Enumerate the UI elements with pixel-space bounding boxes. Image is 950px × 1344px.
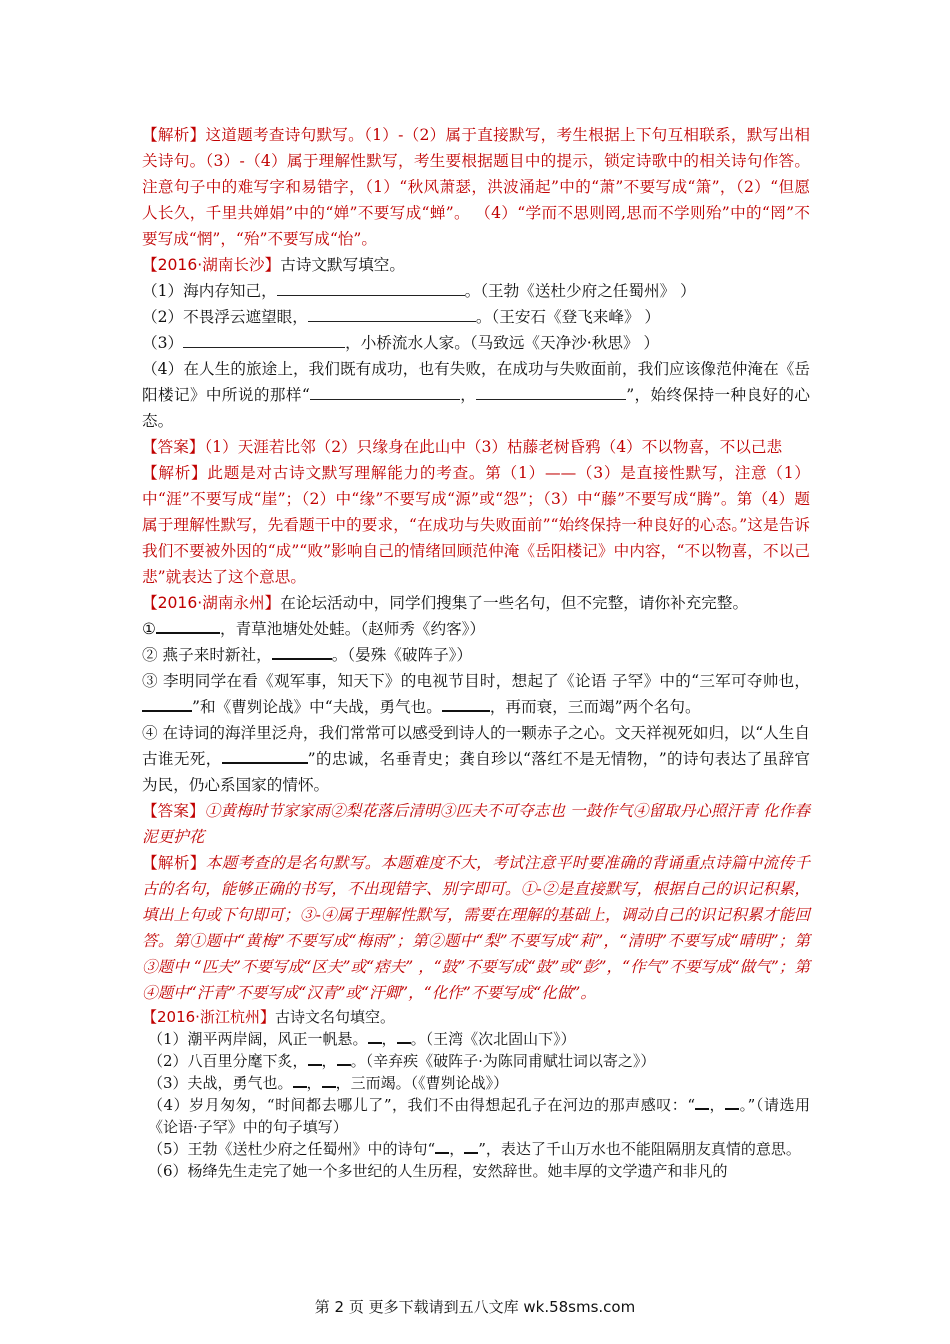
answer-blank [464, 1140, 478, 1154]
yongzhou-q2 [142, 642, 810, 668]
answer-text: ①黄梅时节家家雨②梨花落后清明③匹夫不可夺志也 一鼓作气④留取丹心照汗青 化作春泥更护花 [142, 802, 810, 846]
hangzhou-q5 [142, 1138, 810, 1160]
hangzhou-q4 [142, 1094, 810, 1138]
page-content [142, 122, 810, 1182]
q3-text-middle: ”和《曹刿论战》中“夫战，勇气也。 [192, 698, 442, 716]
q1-text-end: 。（王勃《送杜少府之任蜀州》 ） [464, 282, 696, 300]
hangzhou-q1 [142, 1028, 810, 1050]
q1-text-end: 。（王湾《次北固山下》） [410, 1030, 576, 1048]
analysis-tag: 【解析】 [142, 854, 206, 872]
changsha-q2 [142, 304, 810, 330]
analysis-text: 本题考查的是名句默写。本题难度不大，考试注意平时要准确的背诵重点诗篇中流传千古的名句，能够正确的书写，不出现错字、别字即可。①-②是直接默写，根据自己的识记积累，填出上句或下句即可；③-④属于理解性默写，需要在理解的基础上，调动自己的识记积累才能回答。第①题中“黄梅”不要写成“梅雨”；第②题中“梨”不要写成“莉”，“清明”不要写成“晴明”；第③题中 “匹夫”不要写成“区夫”或“痞夫” ，“鼓”不要写成“鼓”或“彭”，“作气”不要写成“做气”；第④题中“汗青”不要写成“汉青”或“汗卿”，“化作”不要写成“化做”。 [142, 854, 810, 1002]
hangzhou-q6 [142, 1160, 810, 1182]
question-prompt: 古诗文名句填空。 [274, 1008, 395, 1026]
q6-text: （6）杨绛先生走完了她一个多世纪的人生历程，安然辞世。她丰厚的文学遗产和非凡的 [148, 1162, 728, 1180]
analysis-text: 此题是对古诗文默写理解能力的考查。第（1）——（3）是直接性默写，注意（1）中“涯”不要写成“崖”；（2）中“缘”不要写成“源”或“怨”；（3）中“藤”不要写成“腾”。第（4）题属于理解性默写，先看题干中的要求，“在成功与失败面前”“始终保持一种良好的心态。”这是告诉我们不要被外因的“成”“败”影响自己的情绪回顾范仲淹《岳阳楼记》中内容，“不以物喜，不以己悲”就表达了这个意思。 [142, 464, 810, 586]
question-prompt: 古诗文默写填空。 [280, 256, 405, 274]
source-label: 【2016·湖南长沙】 [142, 256, 281, 274]
question-prompt: 在论坛活动中，同学们搜集了一些名句，但不完整，请你补充完整。 [280, 594, 749, 612]
q4-text-middle: ”的忠诚，名垂青史；龚自珍以“落红不是无情物， [307, 750, 659, 768]
yongzhou-q1 [142, 616, 810, 642]
answer-blank [156, 618, 220, 634]
answer-text: （1）天涯若比邻（2）只缘身在此山中（3）枯藤老树昏鸦（4）不以物喜，不以己悲 [204, 438, 783, 456]
hangzhou-q2 [142, 1050, 810, 1072]
analysis-text: 这道题考查诗句默写。（1）-（2）属于直接默写，考生根据上下句互相联系，默写出相关诗句。（3）-（4）属于理解性默写，考生要根据题目中的提示，锁定诗歌中的相关诗句作答。注意句子中的难写字和易错字，（1）“秋风萧瑟，洪波涌起”中的“萧”不要写成“箫”，（2）“但愿人长久，千里共婵娟”中的“婵”不要写成“蝉”。 （4）“学而不思则罔,思而不学则殆”中的“罔”不要写成“惘”，“殆”不要写成“怡”。 [142, 126, 810, 248]
q4-separator: ， [459, 386, 477, 404]
q4-text-start: ④ 在诗词的海洋里泛舟，我们常常可以感受到诗人的一颗赤子之心。文天祥视死如归，以“人生自古谁无死， [142, 724, 810, 768]
q3-text-start: （3） [142, 334, 184, 352]
answer-blank [695, 1096, 709, 1110]
q4-text-start: （4）在人生的旅途上，我们既有成功，也有失败，在成功与失败面前，我们应该像范仲淹在《岳阳楼记》中所说的那样“ [142, 360, 810, 404]
answer-blank [272, 644, 332, 660]
q3-text-start: ③ 李明同学在看《观军事，知天下》的电视节目时，想起了《论语 子罕》中的“三军可夺帅也， [142, 672, 810, 690]
yongzhou-q3 [142, 668, 810, 720]
q3-text-start: （3）夫战，勇气也。 [148, 1074, 293, 1092]
answer-blank [337, 1052, 351, 1066]
q4-text-end: ”，始终保持一种良好的心态。 [142, 386, 810, 430]
q2-text-start: （2）八百里分麾下炙， [148, 1052, 308, 1070]
q1-text-start: （1）海内存知己， [142, 282, 277, 300]
answer-blank [308, 307, 476, 322]
yongzhou-q4 [142, 720, 810, 798]
q2-text-start: ② 燕子来时新社， [142, 646, 272, 664]
q3-text-end: ，再而衰，三而竭”两个名句。 [489, 698, 701, 716]
q4-separator: ， [708, 1096, 726, 1114]
q5-text-end: ”，表达了千山万水也不能阻隔朋友真情的意思。 [478, 1140, 801, 1158]
q5-text-start: （5）王勃《送杜少府之任蜀州》中的诗句“ [148, 1140, 436, 1158]
q3-text-end: ，小桥流水人家。（马致远《天净沙·秋思》 ） [345, 334, 660, 352]
q1-text-start: ① [142, 620, 156, 638]
changsha-answer [142, 434, 810, 460]
changsha-analysis [142, 460, 810, 590]
changsha-q1 [142, 278, 810, 304]
page-footer: 第 2 页 更多下载请到五八文库 wk.58sms.com [314, 1298, 636, 1316]
q3-text-end: ，三而竭。（《曹刿论战》） [335, 1074, 509, 1092]
q2-text-end: 。（辛弃疾《破阵子·为陈同甫赋壮词以寄之》） [350, 1052, 656, 1070]
q4-text-start: （4）岁月匆匆，“时间都去哪儿了”，我们不由得想起孔子在河边的那声感叹：“ [148, 1096, 695, 1114]
analysis-paragraph-1 [142, 122, 810, 252]
analysis-tag: 【解析】 [142, 464, 208, 482]
answer-blank [442, 696, 490, 712]
q4-text-end: ”的诗句表达了虽辞官为民，仍心系国家的情怀。 [142, 750, 810, 794]
answer-blank [142, 696, 192, 712]
analysis-tag: 【解析】 [142, 126, 206, 144]
hangzhou-q3 [142, 1072, 810, 1094]
answer-blank [322, 1074, 336, 1088]
answer-blank [293, 1074, 307, 1088]
yongzhou-heading [142, 590, 810, 616]
answer-blank [310, 385, 460, 400]
answer-tag: 【答案】 [142, 438, 205, 456]
q1-separator: ， [381, 1030, 397, 1048]
answer-blank [308, 1052, 322, 1066]
q5-separator: ， [449, 1140, 465, 1158]
yongzhou-answer [142, 798, 810, 850]
source-label: 【2016·浙江杭州】 [142, 1008, 275, 1026]
answer-blank [222, 748, 308, 764]
changsha-q4 [142, 356, 810, 434]
answer-blank [277, 281, 465, 296]
answer-blank [725, 1096, 739, 1110]
q2-text-start: （2）不畏浮云遮望眼， [142, 308, 308, 326]
q1-text-start: （1）潮平两岸阔，风正一帆悬。 [148, 1030, 368, 1048]
source-label: 【2016·湖南永州】 [142, 594, 281, 612]
changsha-q3 [142, 330, 810, 356]
q2-separator: ， [321, 1052, 337, 1070]
q4-text-end: 。”（请选用《论语·子罕》中的句子填写） [148, 1096, 810, 1136]
q3-separator: ， [306, 1074, 322, 1092]
answer-blank [183, 333, 345, 348]
answer-blank [476, 385, 626, 400]
answer-tag: 【答案】 [142, 802, 205, 820]
q2-text-end: 。（王安石《登飞来峰》 ） [475, 308, 661, 326]
hangzhou-heading [142, 1006, 810, 1028]
answer-blank [397, 1030, 411, 1044]
yongzhou-analysis [142, 850, 810, 1006]
changsha-heading [142, 252, 810, 278]
q2-text-end: 。（晏殊《破阵子》） [331, 646, 473, 664]
answer-blank [435, 1140, 449, 1154]
q1-text-end: ，青草池塘处处蛙。（赵师秀《约客》） [219, 620, 486, 638]
answer-blank [368, 1030, 382, 1044]
